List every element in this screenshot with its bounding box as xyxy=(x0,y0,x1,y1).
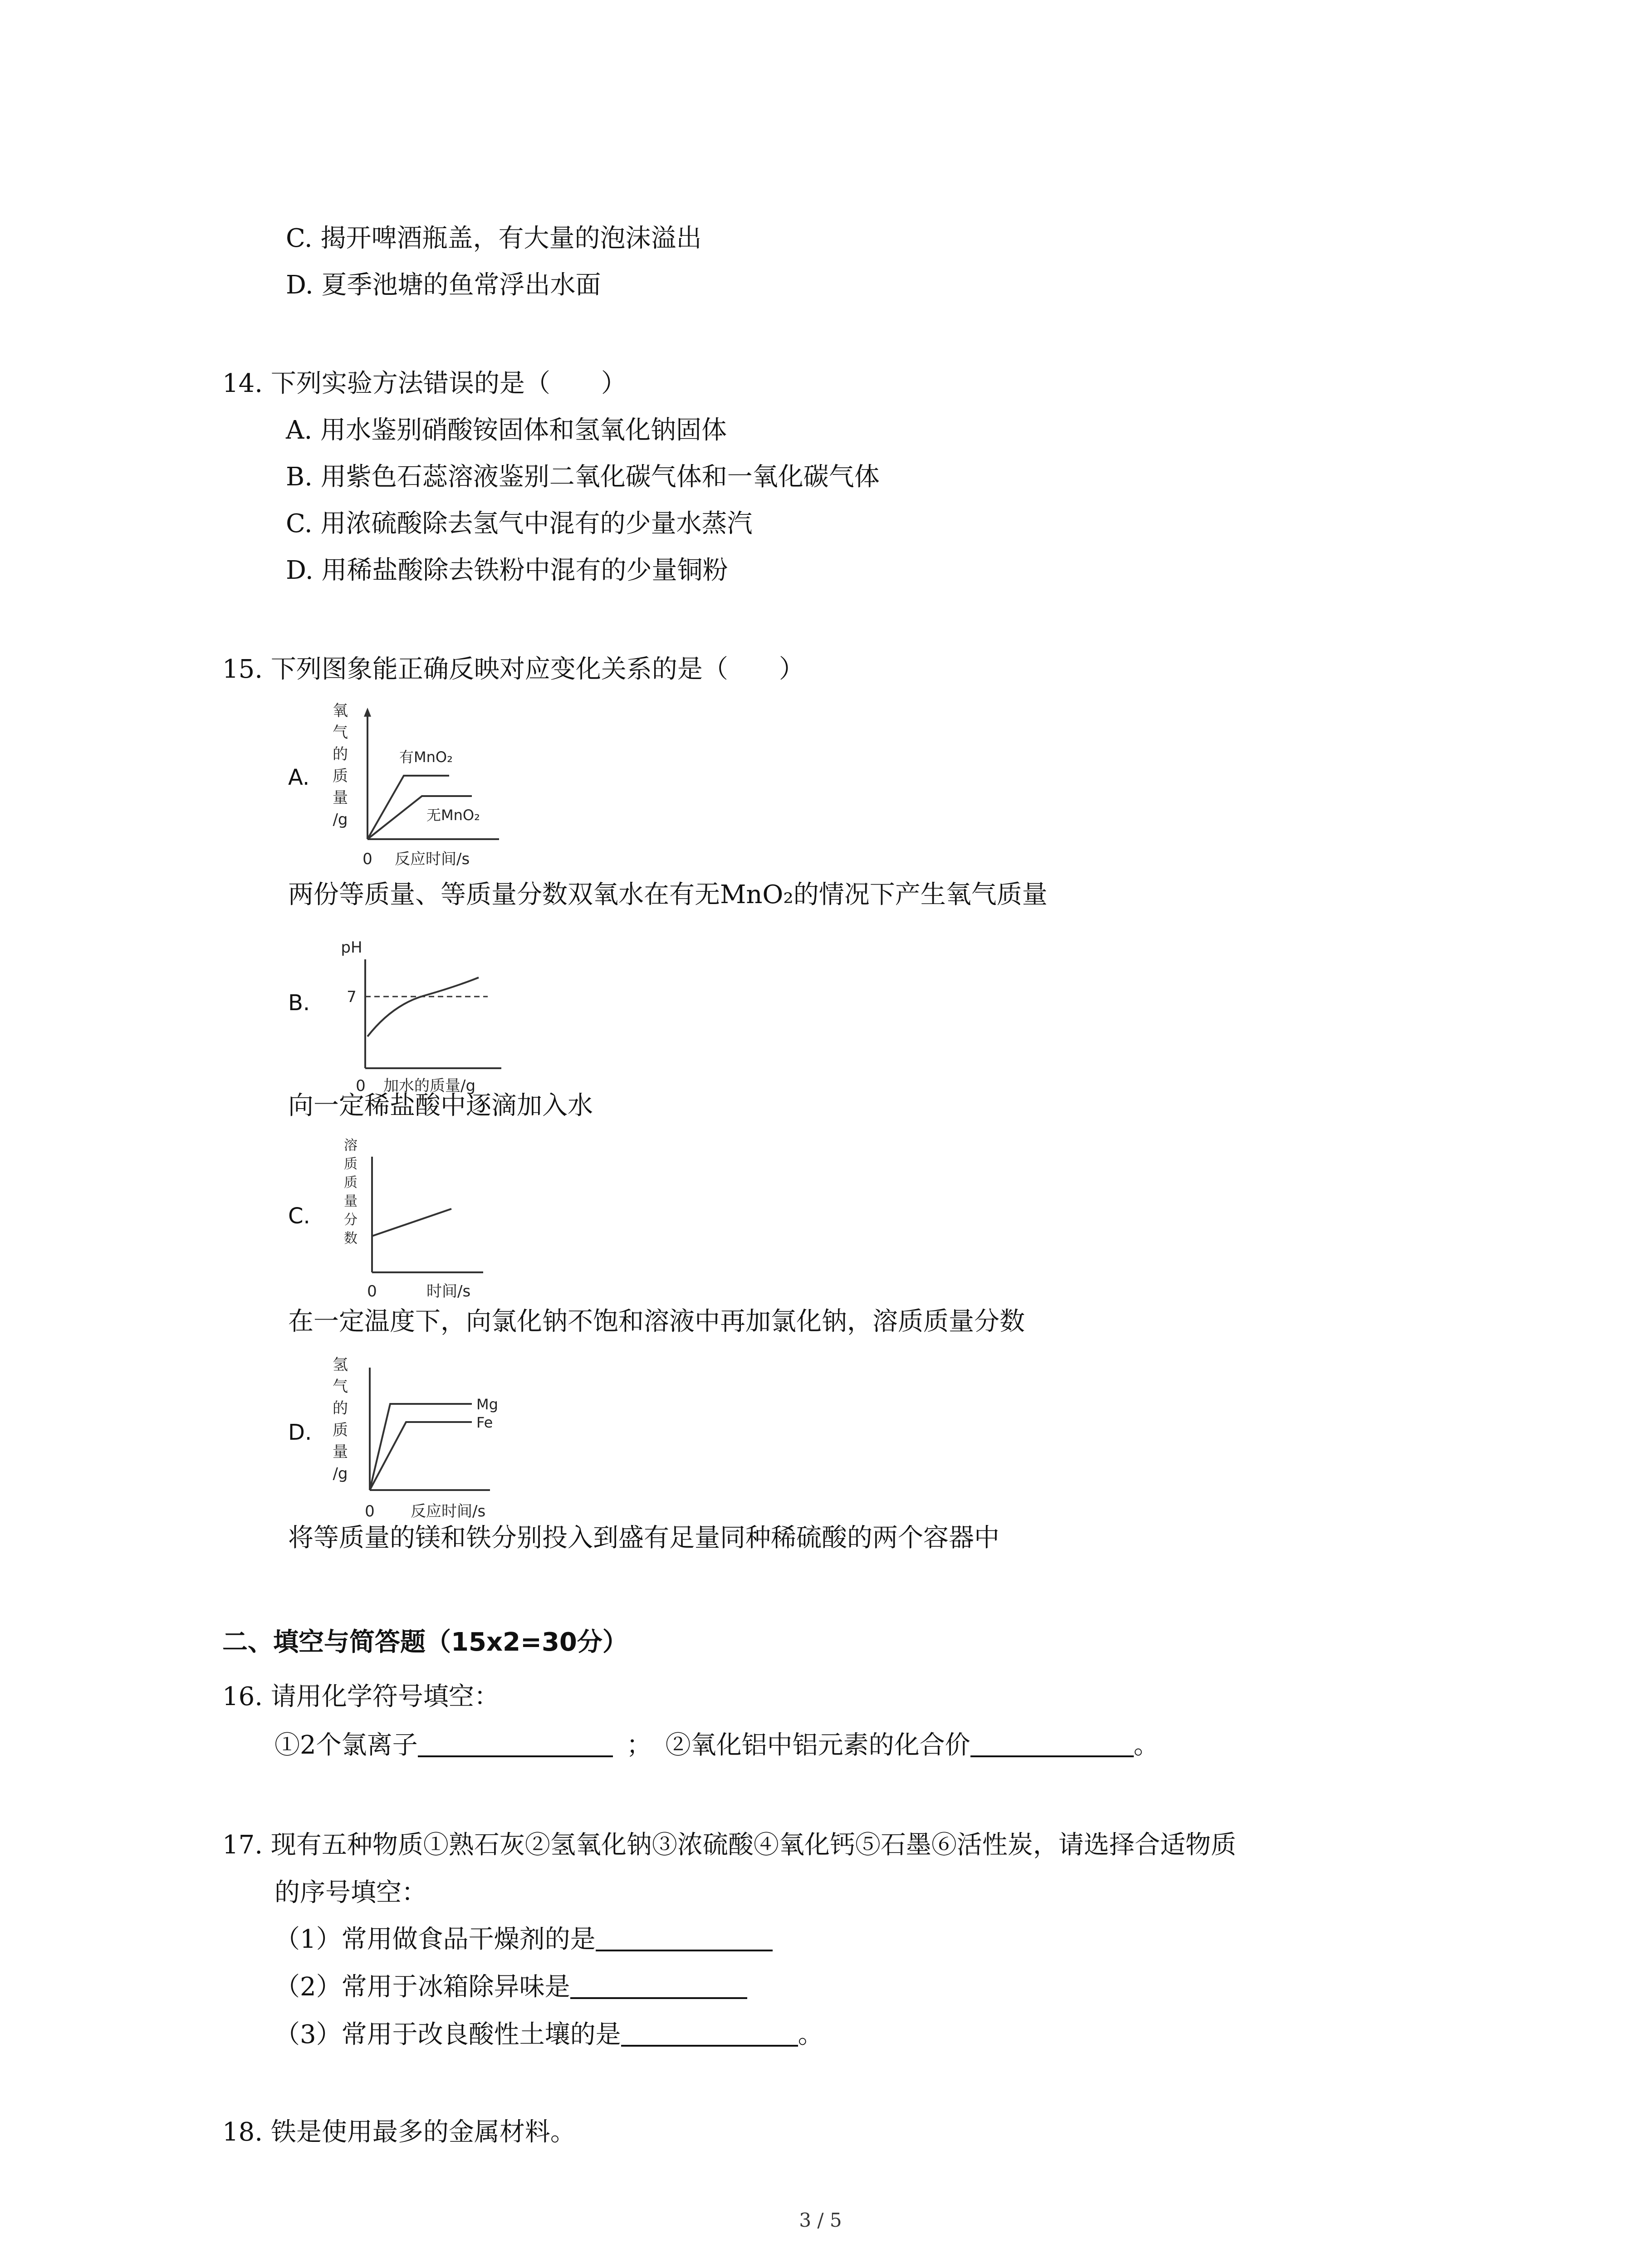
q17-part-3-end: 。 xyxy=(798,2020,823,2049)
svg-text:气: 气 xyxy=(333,1378,348,1396)
q15-b-ytick: 7 xyxy=(347,988,357,1006)
svg-text:数: 数 xyxy=(344,1231,358,1246)
q17-part-2-text: （2）常用于冰箱除异味是 xyxy=(274,1972,570,2002)
svg-text:溶: 溶 xyxy=(344,1138,358,1154)
q17-part-1 xyxy=(274,1923,773,1956)
svg-text:分: 分 xyxy=(344,1212,358,1228)
q17-part-2 xyxy=(274,1971,747,2004)
q17-stem-line1: 17. 现有五种物质①熟石灰②氢氧化钠③浓硫酸④氧化钙⑤石墨⑥活性炭，请选择合适物质 xyxy=(222,1830,1236,1860)
svg-text:的: 的 xyxy=(333,1399,348,1418)
q15-d-curve-fe xyxy=(370,1422,472,1490)
q15-b-origin: 0 xyxy=(356,1077,366,1095)
svg-text:气: 气 xyxy=(333,723,348,742)
svg-text:质: 质 xyxy=(344,1156,358,1172)
q17-part-3 xyxy=(274,2019,823,2051)
q15-d-label-fe: Fe xyxy=(476,1414,493,1431)
q16-stem: 16. 请用化学符号填空： xyxy=(222,1682,500,1711)
q14-option-c: C. 用浓硫酸除去氢气中混有的少量水蒸汽 xyxy=(286,509,753,538)
q15-a-label-with: 有MnO₂ xyxy=(399,748,453,766)
svg-text:质: 质 xyxy=(344,1175,358,1191)
q14-stem: 14. 下列实验方法错误的是（ ） xyxy=(222,369,627,398)
q15-a-xlabel: 反应时间/s xyxy=(395,850,470,868)
q15-stem: 15. 下列图象能正确反映对应变化关系的是（ ） xyxy=(222,655,804,684)
q15-b-xlabel: 加水的质量/g xyxy=(383,1077,476,1095)
q15-a-letter: A. xyxy=(288,765,310,790)
q17-stem-line2: 的序号填空： xyxy=(274,1878,427,1907)
q16-line xyxy=(274,1729,1159,1762)
q17-part-1-text: （1）常用做食品干燥剂的是 xyxy=(274,1925,596,1954)
q15-d-origin: 0 xyxy=(365,1502,375,1520)
q15-b-graph xyxy=(338,932,519,1095)
q15-a-ylabel xyxy=(333,702,348,829)
svg-text:量: 量 xyxy=(333,789,348,807)
page-number: 3 / 5 xyxy=(799,2209,842,2231)
svg-text:质: 质 xyxy=(333,767,348,785)
q13-option-d: D. 夏季池塘的鱼常浮出水面 xyxy=(286,270,601,300)
q15-d-ylabel xyxy=(333,1356,348,1483)
q15-c-letter: C. xyxy=(288,1203,310,1229)
q15-a-origin: 0 xyxy=(362,850,372,868)
q15-d-label-mg: Mg xyxy=(476,1396,498,1413)
q16-blank-1[interactable] xyxy=(418,1730,613,1757)
q16-part2: ②氧化铝中铝元素的化合价 xyxy=(665,1730,970,1760)
section-2-heading: 二、填空与简答题（15x2=30分） xyxy=(222,1628,628,1657)
q15-c-xlabel: 时间/s xyxy=(426,1282,471,1300)
q13-option-c: C. 揭开啤酒瓶盖，有大量的泡沫溢出 xyxy=(286,224,702,253)
svg-text:质: 质 xyxy=(333,1421,348,1439)
q15-d-letter: D. xyxy=(288,1420,312,1445)
svg-text:量: 量 xyxy=(333,1443,348,1461)
q15-b-caption: 向一定稀盐酸中逐滴加入水 xyxy=(288,1091,593,1120)
q18-stem: 18. 铁是使用最多的金属材料。 xyxy=(222,2117,576,2147)
q15-c-line xyxy=(372,1209,451,1236)
q15-c-caption: 在一定温度下，向氯化钠不饱和溶液中再加氯化钠，溶质质量分数 xyxy=(288,1307,1025,1336)
q15-d-caption: 将等质量的镁和铁分别投入到盛有足量同种稀硫酸的两个容器中 xyxy=(288,1523,999,1553)
q15-d-xlabel: 反应时间/s xyxy=(411,1502,486,1520)
q15-c-ylabel xyxy=(344,1138,358,1246)
svg-text:量: 量 xyxy=(344,1193,358,1209)
q15-a-caption: 两份等质量、等质量分数双氧水在有无MnO₂的情况下产生氧气质量 xyxy=(288,880,1048,909)
svg-text:/g: /g xyxy=(333,1465,348,1483)
q17-part-3-text: （3）常用于改良酸性土壤的是 xyxy=(274,2020,621,2049)
q14-option-d: D. 用稀盐酸除去铁粉中混有的少量铜粉 xyxy=(286,556,728,585)
q15-a-label-without: 无MnO₂ xyxy=(426,807,480,824)
q15-a-graph xyxy=(327,699,508,875)
q15-b-curve xyxy=(367,978,479,1036)
q17-blank-2[interactable] xyxy=(570,1972,747,1999)
svg-text:氢: 氢 xyxy=(333,1356,348,1374)
q14-option-b: B. 用紫色石蕊溶液鉴别二氧化碳气体和一氧化碳气体 xyxy=(286,462,880,492)
q15-c-origin: 0 xyxy=(367,1282,377,1300)
q15-d-curve-mg xyxy=(370,1404,472,1490)
q17-blank-3[interactable] xyxy=(621,2019,798,2047)
q16-part1: ①2个氯离子 xyxy=(274,1730,418,1760)
svg-text:的: 的 xyxy=(333,745,348,763)
q14-option-a: A. 用水鉴别硝酸铵固体和氢氧化钠固体 xyxy=(286,415,727,445)
q15-b-ylabel: pH xyxy=(341,938,362,957)
q15-a-y-arrow xyxy=(364,708,371,717)
q15-d-graph xyxy=(327,1354,517,1526)
q17-blank-1[interactable] xyxy=(596,1924,773,1951)
svg-text:/g: /g xyxy=(333,811,348,829)
q16-end: 。 xyxy=(1133,1730,1159,1760)
q16-sep: ； xyxy=(626,1730,652,1760)
q16-blank-2[interactable] xyxy=(970,1730,1134,1757)
svg-text:氧: 氧 xyxy=(333,702,348,720)
q15-c-graph xyxy=(338,1134,501,1306)
q15-b-letter: B. xyxy=(288,990,310,1016)
